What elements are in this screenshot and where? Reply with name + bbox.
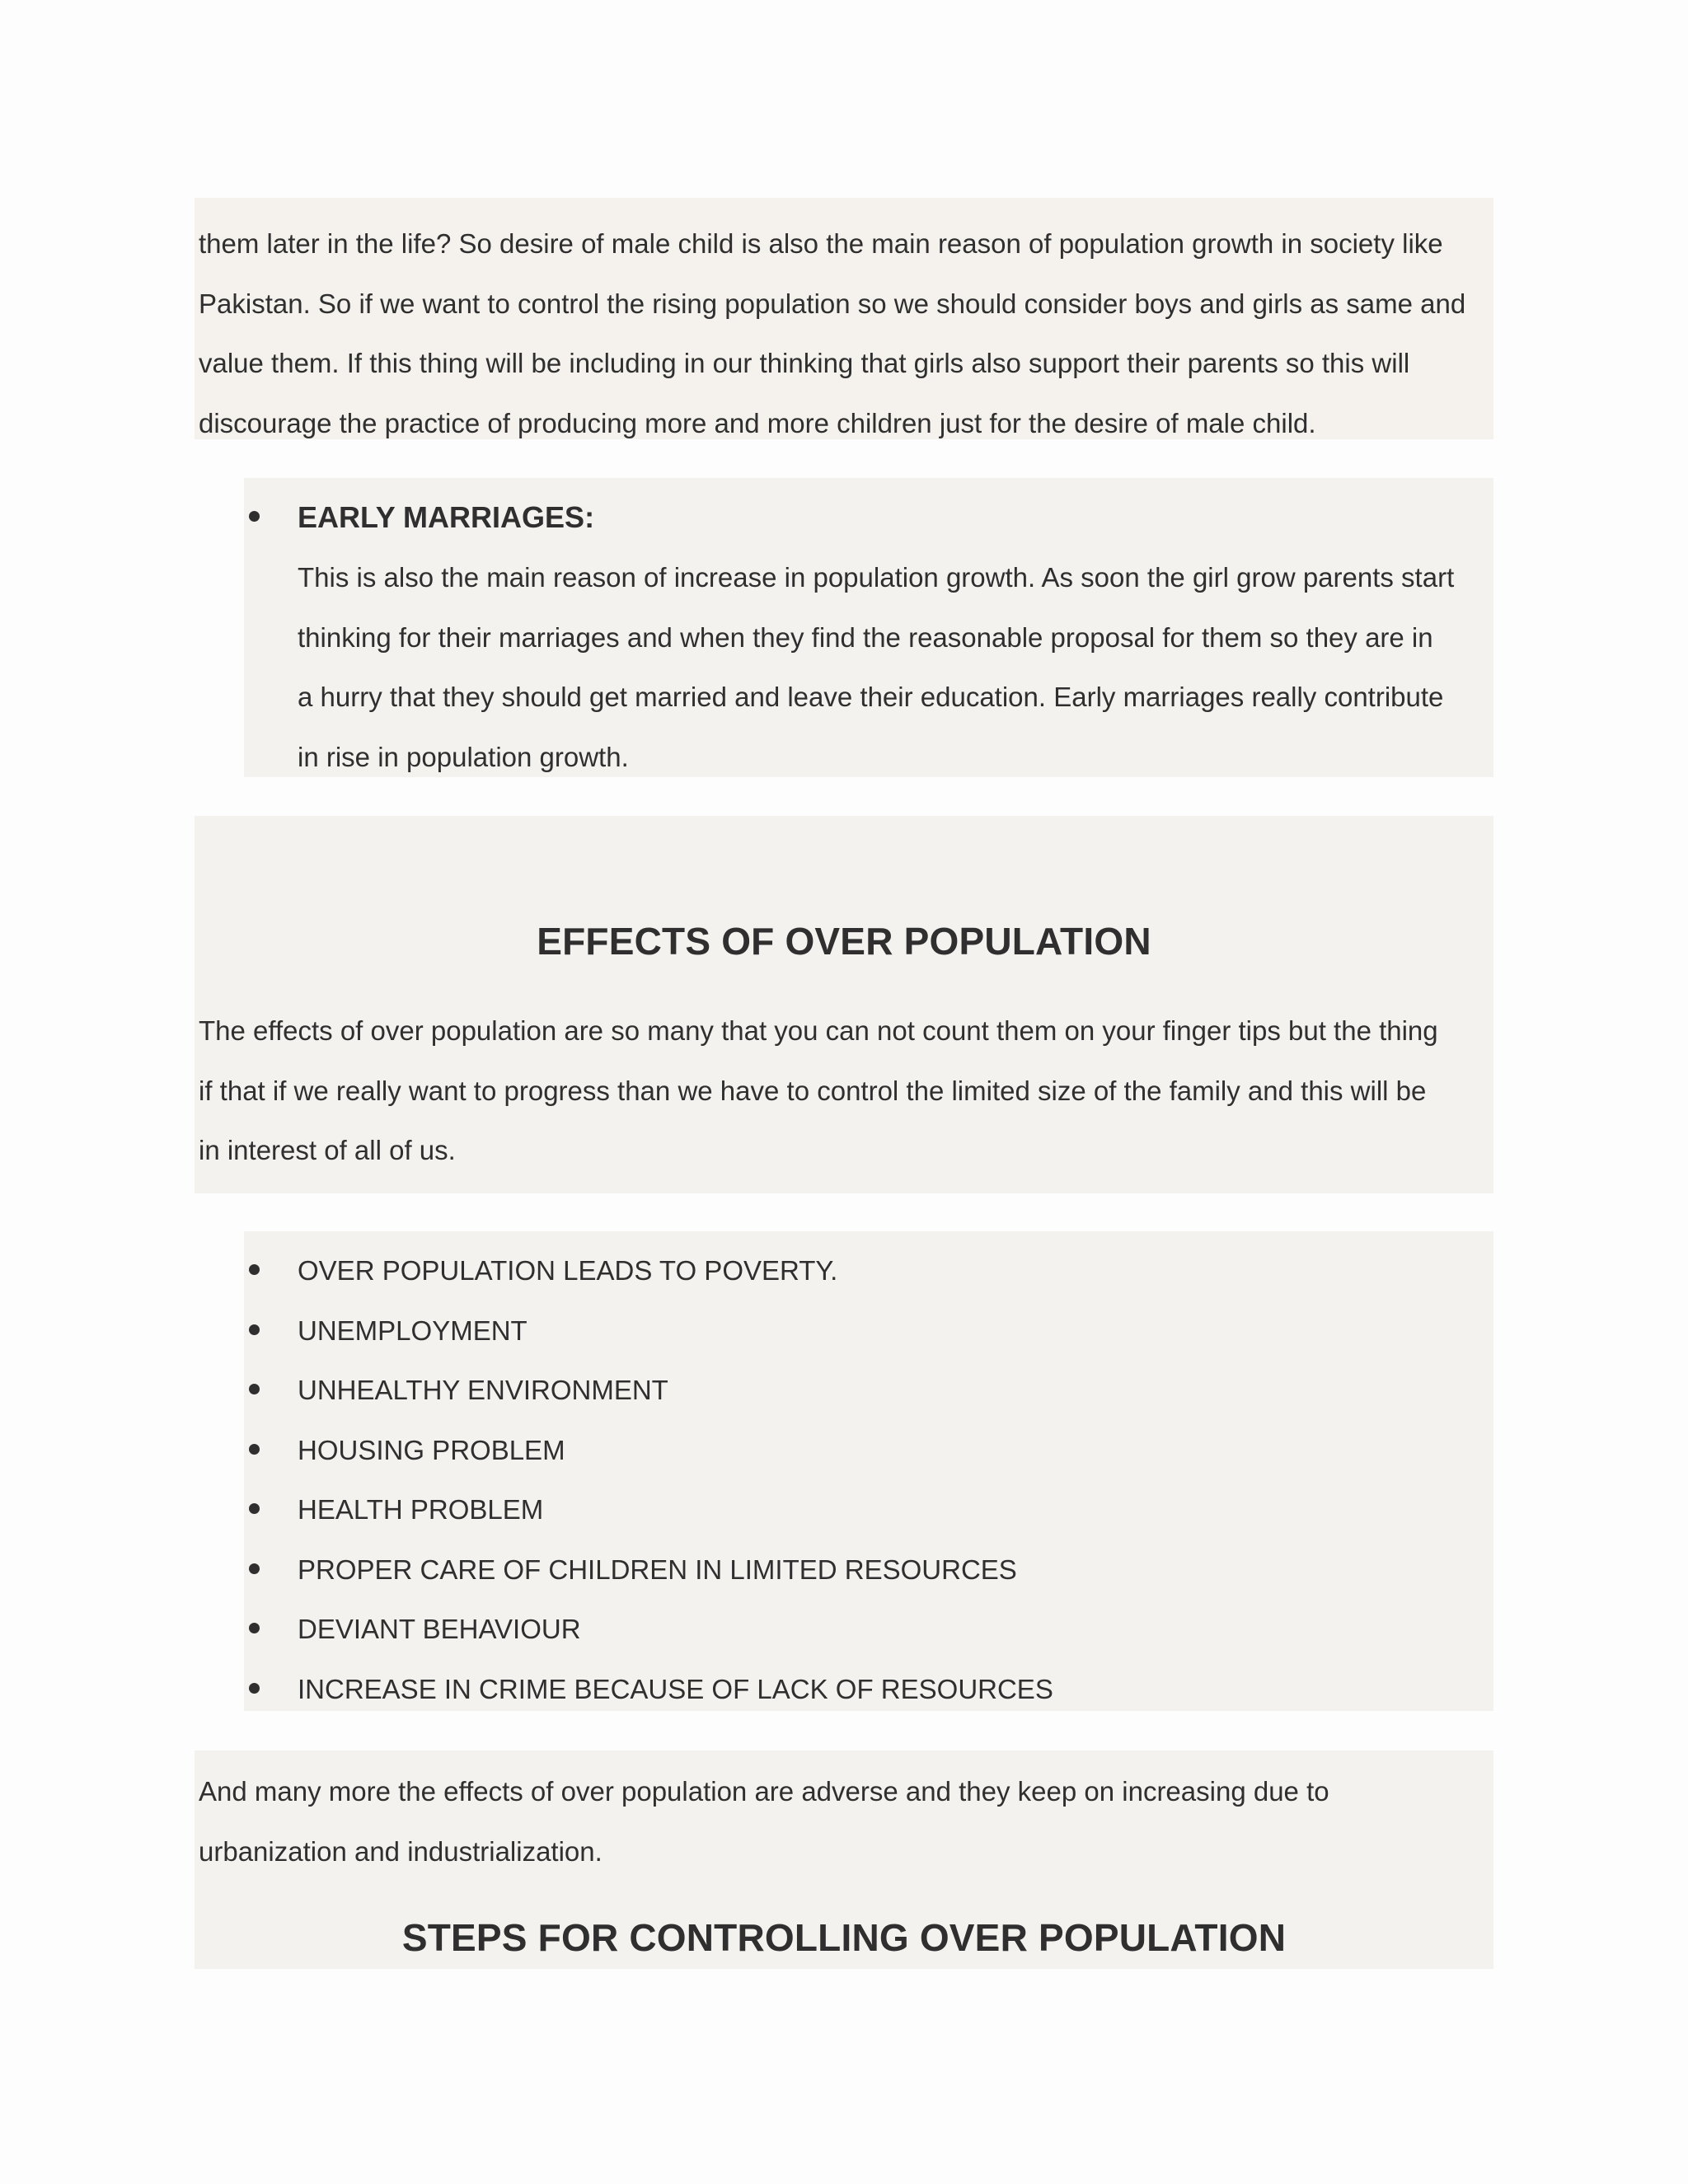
list-item-label: HEALTH PROBLEM <box>298 1494 544 1525</box>
intro-line: them later in the life? So desire of male child is also the main reason of population growth in society like <box>199 228 1443 259</box>
intro-line: value them. If this thing will be including in our thinking that girls also support their parents so this will <box>199 348 1410 378</box>
list-item <box>244 1421 1493 1480</box>
effects-line: if that if we really want to progress than we have to control the limited size of the family and this will be <box>199 1075 1427 1106</box>
early-marriages-line: thinking for their marriages and when they find the reasonable proposal for them so they are in <box>298 621 1433 653</box>
closing-line: urbanization and industrialization. <box>199 1835 603 1867</box>
effects-list <box>244 1231 1493 1711</box>
closing-line: And many more the effects of over population are adverse and they keep on increasing due to <box>199 1776 1329 1807</box>
effects-line: in interest of all of us. <box>199 1135 456 1165</box>
effects-line: The effects of over population are so many that you can not count them on your finger tips but the thing <box>199 1015 1438 1046</box>
list-item-label: UNHEALTHY ENVIRONMENT <box>298 1375 668 1405</box>
list-item <box>244 1600 1493 1659</box>
list-item-label: DEVIANT BEHAVIOUR <box>298 1614 581 1644</box>
list-item <box>244 1540 1493 1600</box>
closing-section <box>195 1750 1493 1969</box>
bullet-icon <box>249 1563 260 1574</box>
bullet-icon <box>249 1444 260 1455</box>
list-item-label: INCREASE IN CRIME BECAUSE OF LACK OF RESOURCES <box>298 1673 1053 1704</box>
early-marriages-line: in rise in population growth. <box>298 741 629 772</box>
intro-paragraph <box>195 198 1493 439</box>
list-item <box>244 1361 1493 1420</box>
early-marriages-section <box>244 478 1493 777</box>
bullet-icon <box>249 1683 260 1694</box>
early-marriages-title: EARLY MARRIAGES: <box>298 500 595 534</box>
effects-section <box>195 816 1493 1193</box>
list-item <box>244 1241 1493 1301</box>
list-item-label: PROPER CARE OF CHILDREN IN LIMITED RESOURCES <box>298 1554 1017 1585</box>
bullet-icon <box>249 1384 260 1394</box>
bullet-icon <box>249 1324 260 1335</box>
steps-heading: STEPS FOR CONTROLLING OVER POPULATION <box>401 1916 1287 1959</box>
list-item-label: HOUSING PROBLEM <box>298 1434 565 1465</box>
list-item <box>244 1480 1493 1540</box>
list-item-label: UNEMPLOYMENT <box>298 1315 528 1346</box>
bullet-icon <box>249 511 260 522</box>
early-marriages-line: a hurry that they should get married and leave their education. Early marriages really contribute <box>298 682 1444 712</box>
effects-heading: EFFECTS OF OVER POPULATION <box>537 920 1151 963</box>
early-marriages-line: This is also the main reason of increase in population growth. As soon the girl grow parents start <box>298 562 1455 593</box>
bullet-icon <box>249 1623 260 1633</box>
bullet-icon <box>249 1264 260 1275</box>
intro-line: discourage the practice of producing more and more children just for the desire of male child. <box>199 407 1316 438</box>
list-item-label: OVER POPULATION LEADS TO POVERTY. <box>298 1255 838 1286</box>
list-item <box>244 1660 1493 1719</box>
intro-line: Pakistan. So if we want to control the rising population so we should consider boys and girls as same and <box>199 288 1466 319</box>
bullet-icon <box>249 1503 260 1514</box>
list-item <box>244 488 1493 547</box>
list-item <box>244 1301 1493 1361</box>
